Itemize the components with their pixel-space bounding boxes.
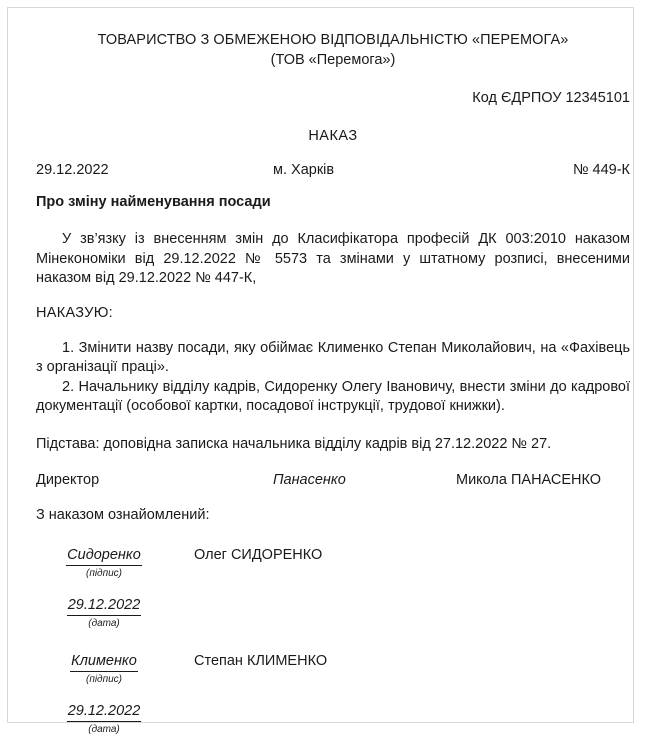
director-signature-row (36, 472, 630, 488)
director-signature-mark: Панасенко (273, 472, 346, 488)
acknowledgement-full-name-2: Степан КЛИМЕНКО (194, 652, 328, 669)
document-type-heading: НАКАЗ (308, 128, 358, 144)
acknowledgement-date-cell-2 (36, 702, 168, 736)
registry-code: Код ЄДРПОУ 12345101 (472, 90, 630, 106)
document-number: № 449-К (572, 162, 630, 178)
date-caption-2: (дата) (88, 723, 120, 735)
order-item-1: 1. Змінити назву посади, яку обіймає Клименко Степан Миколайович, на «Фахівець з організації праці». (36, 339, 630, 375)
document-subject: Про зміну найменування посади (36, 194, 271, 210)
preamble-paragraph: У зв’язку із внесенням змін до Класифікатора професій ДК 003:2010 наказом Мінекономіки від 29.12.2022 № 5573 та змінами у штатному розписі, внесеними наказом від 29.12.2022 № 447-К, (36, 231, 630, 286)
document-place: м. Харків (273, 162, 335, 178)
acknowledgement-signature-1: Сидоренко (66, 547, 142, 566)
date-caption-1: (дата) (88, 617, 120, 629)
acknowledgement-signature-2: Клименко (70, 653, 138, 672)
document-body (36, 8, 630, 736)
acknowledgement-row-2 (36, 652, 630, 686)
order-verb: НАКАЗУЮ: (36, 304, 113, 321)
organization-full-name: ТОВАРИСТВО З ОБМЕЖЕНОЮ ВІДПОВІДАЛЬНІСТЮ «ПЕРЕМОГА» (97, 32, 569, 48)
acknowledgement-date-cell-1 (36, 596, 168, 630)
acknowledgement-row-1 (36, 546, 630, 580)
signature-caption-1: (підпис) (86, 567, 122, 579)
document-page (7, 7, 634, 735)
acknowledgement-title: З наказом ознайомлений: (36, 507, 210, 523)
organization-short-name: (ТОВ «Перемога») (270, 52, 396, 68)
order-item-2: 2. Начальнику відділу кадрів, Сидоренку Олегу Івановичу, внести зміни до кадрової документації (особової картки, посадової інструкції, трудової книжки). (36, 378, 630, 414)
director-position: Директор (36, 472, 100, 488)
basis-paragraph: Підстава: доповідна записка начальника відділу кадрів від 27.12.2022 № 27. (36, 435, 552, 452)
acknowledgement-signature-cell-1 (36, 546, 168, 580)
acknowledgement-date-1: 29.12.2022 (67, 597, 142, 616)
signature-caption-2: (підпис) (86, 673, 122, 685)
director-full-name: Микола ПАНАСЕНКО (456, 472, 602, 488)
document-meta-row (36, 162, 630, 178)
acknowledgement-full-name-1: Олег СИДОРЕНКО (194, 546, 323, 563)
document-date: 29.12.2022 (36, 162, 109, 178)
acknowledgement-date-2: 29.12.2022 (67, 703, 142, 722)
acknowledgement-signature-cell-2 (36, 652, 168, 686)
